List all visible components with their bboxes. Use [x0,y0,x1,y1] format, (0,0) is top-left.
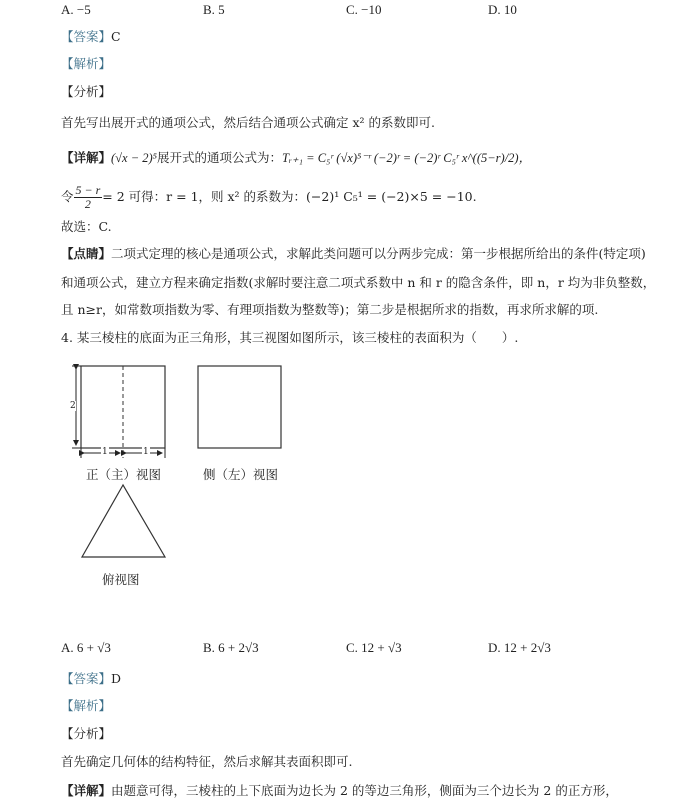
detail-tag: 【详解】 [61,150,112,165]
side-view-square [198,366,281,448]
side-view-label: 侧（左）视图 [203,467,279,482]
option-d: D. 10 [488,2,517,17]
binomial-expression: (√x − 2)⁵ [111,151,158,165]
front-view-square [81,366,165,448]
fraction-denominator: 2 [84,197,91,211]
q4-detail [61,783,618,799]
front-view-label: 正（主）视图 [86,467,162,482]
dianjing-text: 二项式定理的核心是通项公式，求解此类问题可以分两步完成：第一步根据所给出的条件(特定项) [111,246,646,261]
q3-fenxi-tag: 【分析】 [61,84,112,99]
fraction-numerator: 5 − r [75,183,101,197]
detail-text: 由题意可得，三棱柱的上下底面为边长为 2 的等边三角形，侧面为三个边长为 2 的正方形， [111,783,618,798]
option-b: B. 5 [203,2,225,17]
answer-value: C [111,29,121,44]
answer-tag: 【答案】 [61,29,112,44]
q4-fenxi-tag: 【分析】 [61,726,112,741]
general-term-formula: Tᵣ₊₁ = C₅ʳ (√x)⁵⁻ʳ (−2)ʳ = (−2)ʳ C₅ʳ x^((5−r)/2)， [282,151,532,165]
top-view-label: 俯视图 [102,572,140,587]
q3-dianjing-3: 且 n≥r，如常数项指数为零、有理项指数为整数等)；第二步是根据所求的指数，再求所求解的项. [61,302,599,317]
dianjing-tag: 【点睛】 [61,246,112,261]
q3-dianjing-2: 和通项公式，建立方程来确定指数(求解时要注意二项式系数中 n 和 r 的隐含条件，即 n，r 均为非负整数， [61,275,656,290]
q3-analysis-tag: 【解析】 [61,56,112,71]
detail-text: 令 [61,189,74,204]
q3-conclusion: 故选：C. [61,219,112,234]
q4-analysis-tag: 【解析】 [61,698,112,713]
q3-fenxi-text: 首先写出展开式的通项公式，然后结合通项公式确定 x² 的系数即可. [61,115,435,130]
detail-tag: 【详解】 [61,783,112,798]
option-a: A. 6 + √3 [61,640,111,655]
dim-width-left-label: 1 [102,447,108,457]
q4-fenxi-text: 首先确定几何体的结构特征，然后求解其表面积即可. [61,754,353,769]
answer-tag: 【答案】 [61,671,112,686]
q4-answer [61,671,121,687]
option-d: D. 12 + 2√3 [488,640,551,655]
q4-question: 4. 某三棱柱的底面为正三角形，其三视图如图所示，该三棱柱的表面积为（ ）. [61,330,519,345]
option-c: C. 12 + √3 [346,640,402,655]
detail-text: 展开式的通项公式为： [157,150,283,165]
dim-width-right-label: 1 [143,447,149,457]
option-b: B. 6 + 2√3 [203,640,259,655]
detail-text: = 2 可得：r = 1，则 x² 的系数为：(−2)¹ C₅¹ = (−2)×5 = −10. [102,189,477,204]
option-a: A. −5 [61,2,91,17]
top-view-triangle [82,485,165,557]
option-c: C. −10 [346,2,382,17]
answer-value: D [111,671,122,686]
dim-height-label: 2 [70,401,76,411]
